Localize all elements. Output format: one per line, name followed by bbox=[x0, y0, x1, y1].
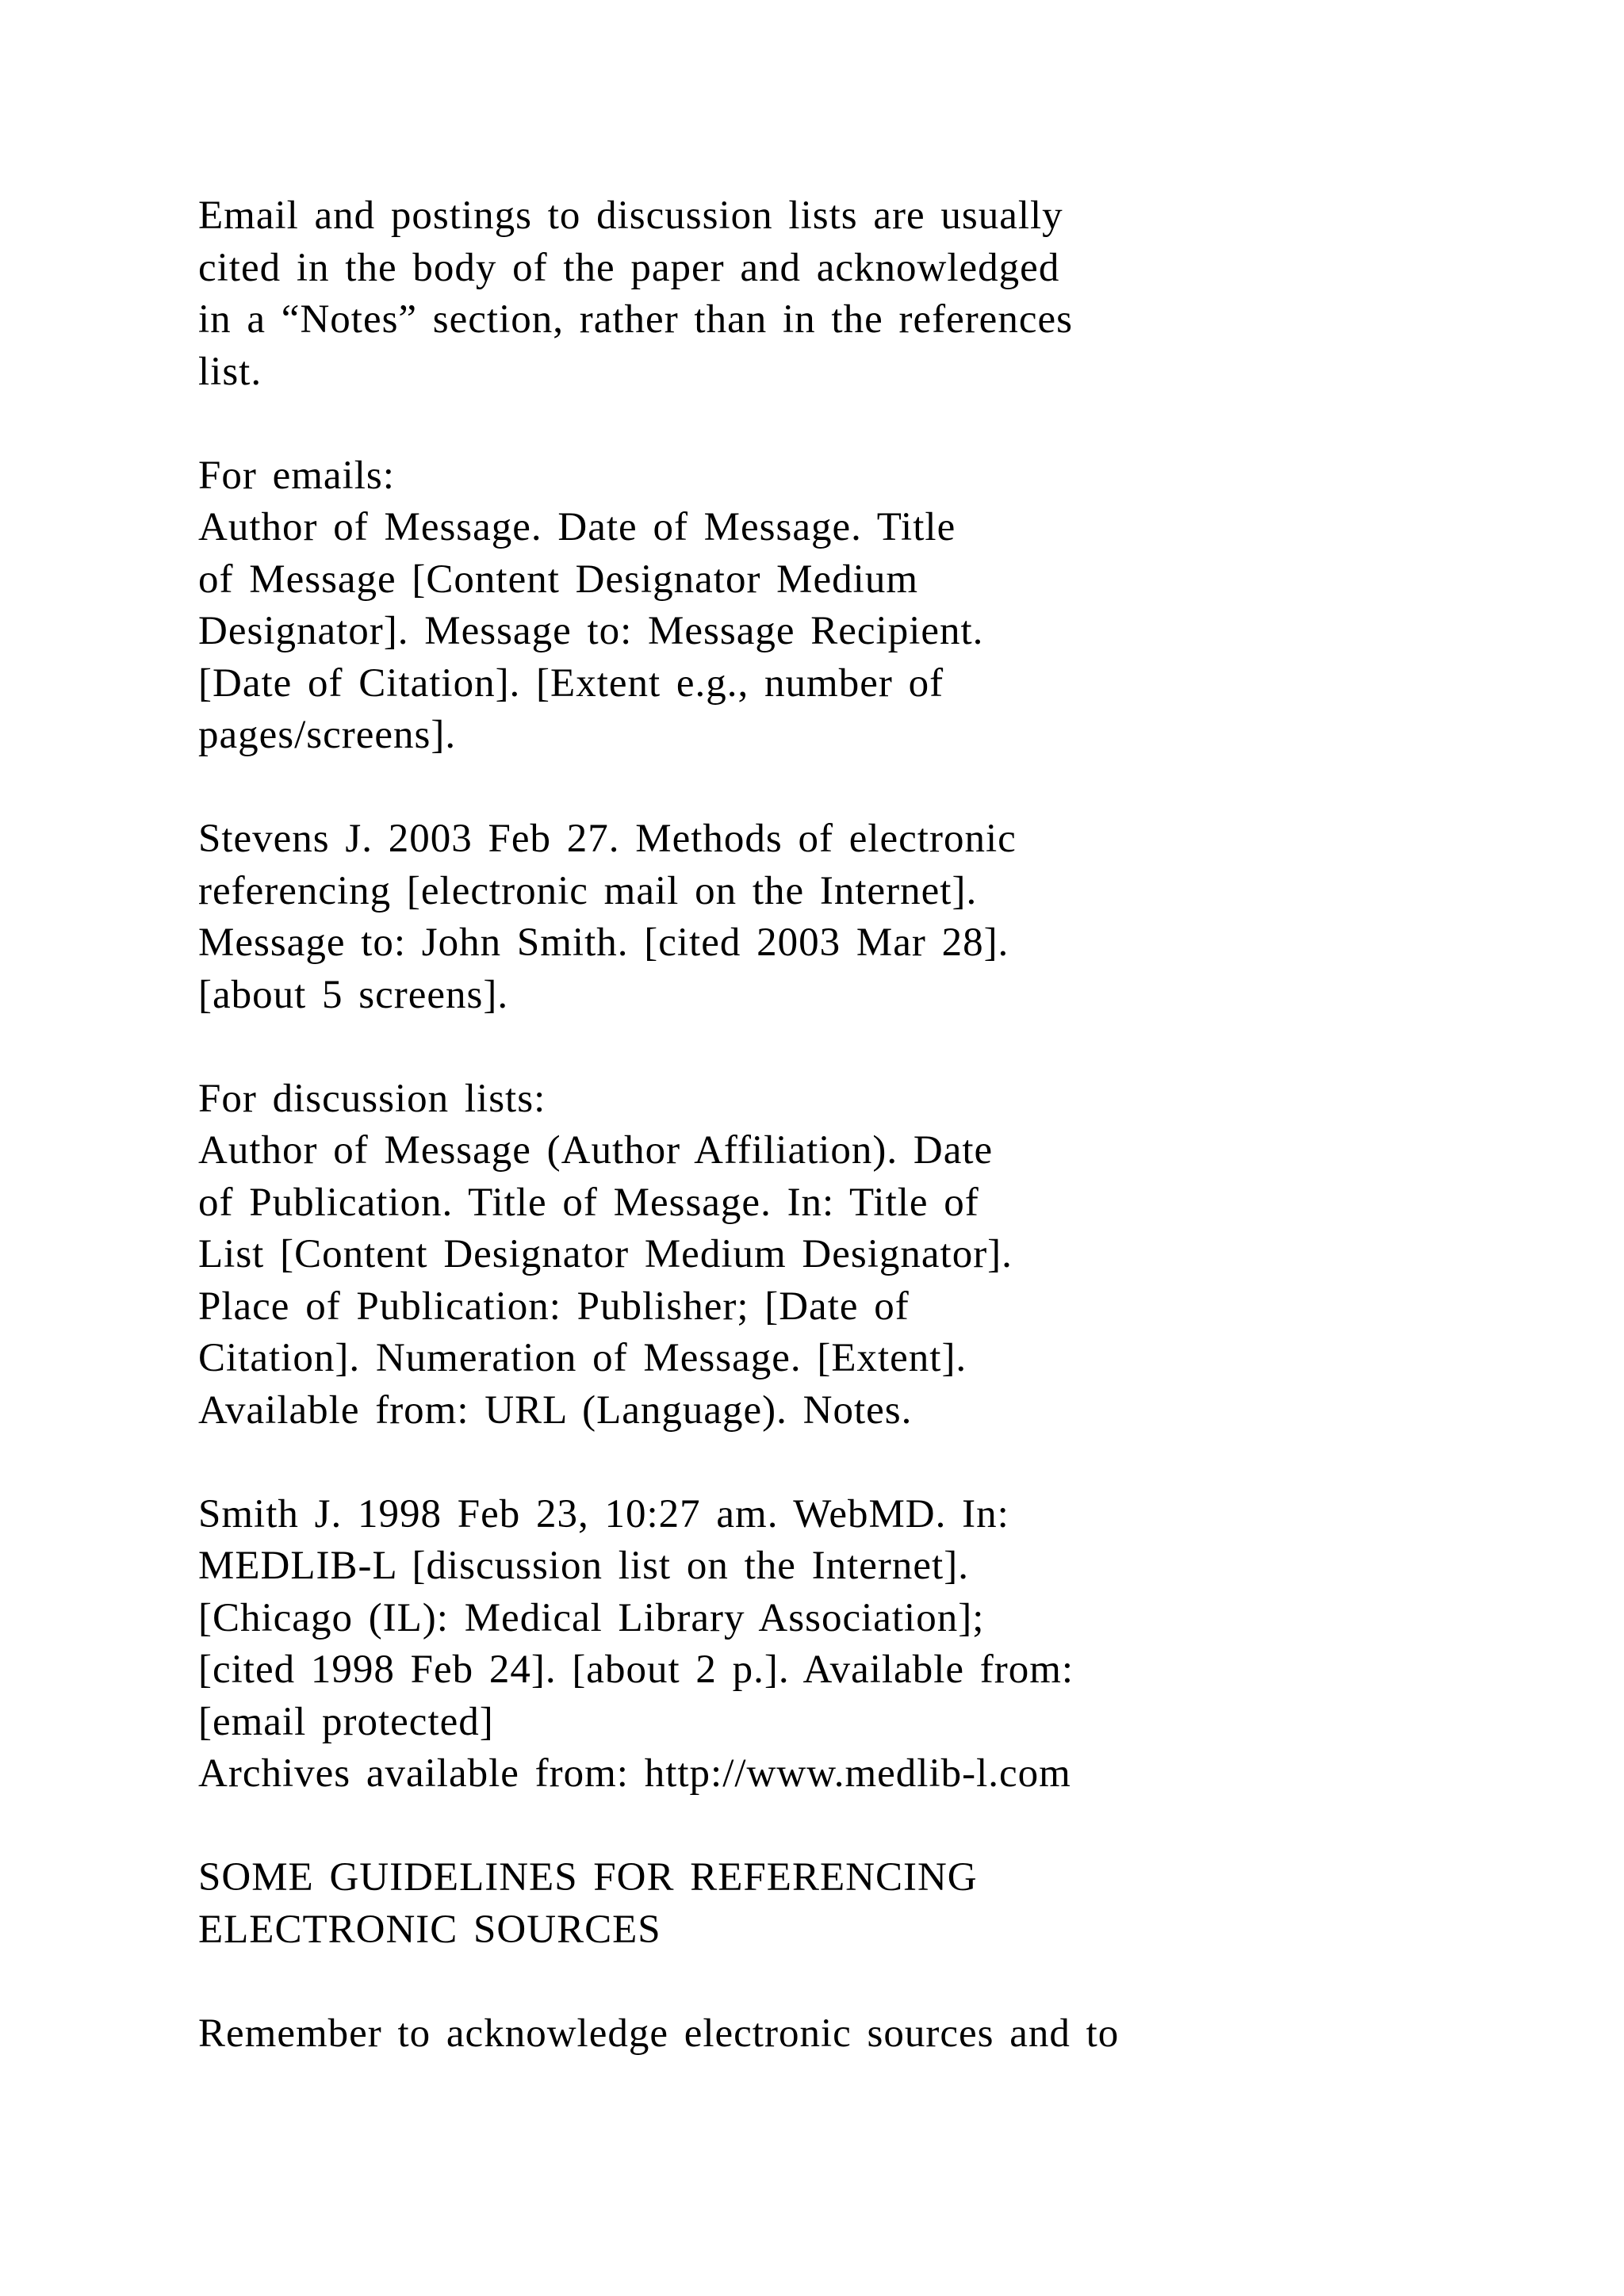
text-line: Author of Message (Author Affiliation). Date bbox=[198, 1128, 994, 1173]
paragraph-gap bbox=[198, 1021, 1546, 1073]
document-body bbox=[198, 190, 1546, 2060]
paragraph-gap bbox=[198, 398, 1546, 450]
text-line: Remember to acknowledge electronic sources and to bbox=[198, 2011, 1120, 2056]
text-line: Place of Publication: Publisher; [Date of bbox=[198, 1284, 910, 1329]
paragraph-gap bbox=[198, 1437, 1546, 1489]
heading-line: SOME GUIDELINES FOR REFERENCING bbox=[198, 1855, 978, 1900]
text-line: pages/screens]. bbox=[198, 713, 457, 757]
text-line: referencing [electronic mail on the Internet]. bbox=[198, 868, 978, 913]
text-line: List [Content Designator Medium Designator]. bbox=[198, 1232, 1013, 1276]
text-line: [Date of Citation]. [Extent e.g., number of bbox=[198, 660, 944, 706]
paragraph-closing bbox=[198, 2008, 1546, 2061]
paragraph-gap bbox=[198, 1800, 1546, 1853]
text-line: of Message [Content Designator Medium bbox=[198, 557, 919, 602]
text-line: [Chicago (IL): Medical Library Association]; bbox=[198, 1595, 985, 1640]
text-line: [about 5 screens]. bbox=[198, 972, 509, 1017]
text-line: Available from: URL (Language). Notes. bbox=[198, 1387, 913, 1433]
text-line: Email and postings to discussion lists are usually bbox=[198, 193, 1063, 238]
text-line: MEDLIB-L [discussion list on the Internet]. bbox=[198, 1544, 969, 1588]
text-line: Stevens J. 2003 Feb 27. Methods of electronic bbox=[198, 817, 1017, 861]
text-line: list. bbox=[198, 349, 262, 394]
text-line: Citation]. Numeration of Message. [Extent]. bbox=[198, 1336, 967, 1380]
section-heading bbox=[198, 1852, 1546, 1956]
text-line: Author of Message. Date of Message. Title bbox=[198, 505, 956, 549]
paragraph-intro bbox=[198, 190, 1546, 398]
paragraph-emails-format bbox=[198, 450, 1546, 762]
text-line: Message to: John Smith. [cited 2003 Mar 28]. bbox=[198, 920, 1009, 965]
paragraph-emails-example bbox=[198, 813, 1546, 1021]
text-line: [email protected] bbox=[198, 1699, 494, 1744]
text-line: For emails: bbox=[198, 453, 395, 498]
paragraph-gap bbox=[198, 762, 1546, 814]
paragraph-lists-example bbox=[198, 1489, 1546, 1800]
text-line: Archives available from: http://www.medlib-l.com bbox=[198, 1751, 1071, 1796]
text-line: of Publication. Title of Message. In: Title of bbox=[198, 1180, 979, 1225]
text-line: Smith J. 1998 Feb 23, 10:27 am. WebMD. In: bbox=[198, 1491, 1009, 1536]
text-line: For discussion lists: bbox=[198, 1076, 546, 1121]
paragraph-lists-format bbox=[198, 1073, 1546, 1437]
text-line: in a “Notes” section, rather than in the references bbox=[198, 297, 1073, 342]
heading-line: ELECTRONIC SOURCES bbox=[198, 1907, 661, 1952]
text-line: [cited 1998 Feb 24]. [about 2 p.]. Available from: bbox=[198, 1647, 1074, 1692]
paragraph-gap bbox=[198, 1956, 1546, 2008]
text-line: Designator]. Message to: Message Recipient. bbox=[198, 609, 984, 653]
text-line: cited in the body of the paper and acknowledged bbox=[198, 245, 1060, 290]
